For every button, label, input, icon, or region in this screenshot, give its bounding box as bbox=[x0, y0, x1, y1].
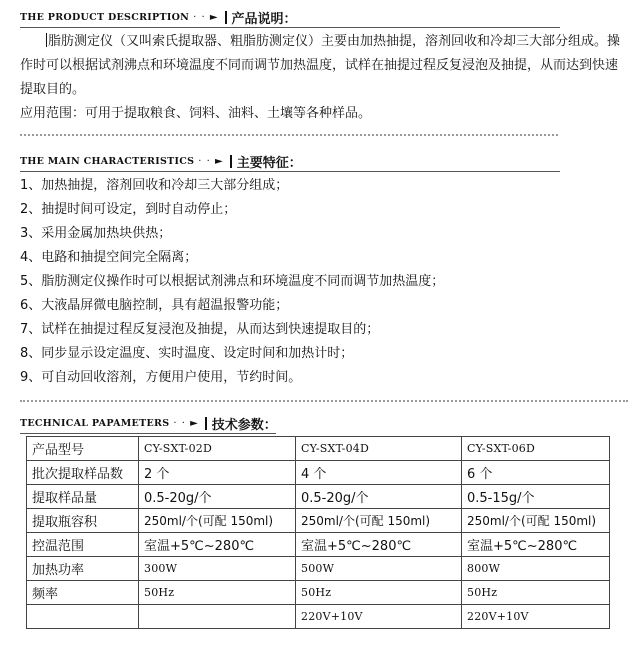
table-cell: 50Hz bbox=[296, 581, 462, 605]
spec-table bbox=[26, 436, 610, 629]
arrow-icon: · · ► bbox=[198, 155, 224, 167]
divider-bar bbox=[225, 11, 227, 24]
table-cell: 800W bbox=[462, 557, 610, 581]
features-title-en: THE MAIN CHARACTERISTICS bbox=[20, 155, 195, 167]
table-cell: 300W bbox=[139, 557, 296, 581]
table-cell: 2 个 bbox=[139, 461, 296, 485]
dotted-separator bbox=[20, 134, 558, 136]
table-row bbox=[27, 533, 610, 557]
divider-bar bbox=[205, 417, 207, 430]
tech-title-cn: 技术参数： bbox=[211, 417, 277, 433]
table-row bbox=[27, 605, 610, 629]
feature-item-6: 6、大液晶屏微电脑控制，具有超温报警功能； bbox=[20, 298, 289, 313]
section-underline bbox=[20, 27, 560, 28]
table-row bbox=[27, 485, 610, 509]
table-cell: 220V+10V bbox=[296, 605, 462, 629]
feature-item-3: 3、采用金属加热块供热； bbox=[20, 226, 172, 241]
table-cell bbox=[139, 605, 296, 629]
feature-item-1: 1、加热抽提，溶剂回收和冷却三大部分组成； bbox=[20, 178, 289, 193]
table-cell: 220V+10V bbox=[462, 605, 610, 629]
table-cell: 50Hz bbox=[139, 581, 296, 605]
feature-item-5: 5、脂肪测定仪操作时可以根据试剂沸点和环境温度不同而调节加热温度； bbox=[20, 274, 445, 289]
table-cell: 6 个 bbox=[462, 461, 610, 485]
section-underline bbox=[20, 171, 560, 172]
table-row bbox=[27, 581, 610, 605]
feature-item-2: 2、抽提时间可设定，到时自动停止； bbox=[20, 202, 237, 217]
table-cell: 控温范围 bbox=[27, 533, 139, 557]
tech-section-header bbox=[20, 414, 277, 432]
table-cell: 0.5-20g/个 bbox=[296, 485, 462, 509]
table-cell: 室温+5℃~280℃ bbox=[462, 533, 610, 557]
table-cell bbox=[27, 605, 139, 629]
table-row bbox=[27, 509, 610, 533]
feature-item-9: 9、可自动回收溶剂，方便用户使用，节约时间。 bbox=[20, 370, 302, 385]
table-cell: 频率 bbox=[27, 581, 139, 605]
table-row bbox=[27, 461, 610, 485]
application-line: 应用范围：可用于提取粮食、饲料、油料、土壤等各种样品。 bbox=[20, 106, 372, 121]
text-cursor-icon bbox=[46, 33, 47, 47]
product-description bbox=[20, 30, 625, 102]
dotted-separator bbox=[20, 400, 628, 402]
feature-item-4: 4、电路和抽提空间完全隔离； bbox=[20, 250, 198, 265]
table-cell: 250ml/个(可配 150ml) bbox=[462, 509, 610, 533]
table-cell: 50Hz bbox=[462, 581, 610, 605]
table-cell: 产品型号 bbox=[27, 437, 139, 461]
table-cell: 提取样品量 bbox=[27, 485, 139, 509]
table-row bbox=[27, 557, 610, 581]
features-title-cn: 主要特征： bbox=[236, 155, 302, 171]
table-cell: 室温+5℃~280℃ bbox=[296, 533, 462, 557]
table-cell: 批次提取样品数 bbox=[27, 461, 139, 485]
divider-bar bbox=[230, 155, 232, 168]
feature-item-8: 8、同步显示设定温度、实时温度、设定时间和加热计时； bbox=[20, 346, 354, 361]
table-row bbox=[27, 437, 610, 461]
table-cell: 0.5-20g/个 bbox=[139, 485, 296, 509]
feature-item-7: 7、试样在抽提过程反复浸泡及抽提，从而达到快速提取目的； bbox=[20, 322, 380, 337]
product-title-cn: 产品说明： bbox=[231, 11, 297, 27]
table-cell: 室温+5℃~280℃ bbox=[139, 533, 296, 557]
product-section-header bbox=[20, 8, 297, 26]
table-cell: 0.5-15g/个 bbox=[462, 485, 610, 509]
features-section-header bbox=[20, 152, 302, 170]
table-cell: CY-SXT-06D bbox=[462, 437, 610, 461]
arrow-icon: · · ► bbox=[173, 417, 199, 429]
tech-title-en: TECHNICAL PAPAMETERS bbox=[20, 417, 170, 429]
table-cell: 加热功率 bbox=[27, 557, 139, 581]
table-cell: CY-SXT-02D bbox=[139, 437, 296, 461]
table-cell: 500W bbox=[296, 557, 462, 581]
table-cell: 4 个 bbox=[296, 461, 462, 485]
arrow-icon: · · ► bbox=[193, 11, 219, 23]
table-cell: 提取瓶容积 bbox=[27, 509, 139, 533]
product-paragraph: 脂肪测定仪（又叫索氏提取器、粗脂肪测定仪）主要由加热抽提，溶剂回收和冷却三大部分组成。操作时可以根据试剂沸点和环境温度不同而调节加热温度，试样在抽提过程反复浸泡及抽提，从而达到快速提取目的。 bbox=[20, 34, 621, 97]
table-cell: 250ml/个(可配 150ml) bbox=[296, 509, 462, 533]
table-cell: CY-SXT-04D bbox=[296, 437, 462, 461]
product-title-en: THE PRODUCT DESCRIPTION bbox=[20, 11, 190, 23]
table-cell: 250ml/个(可配 150ml) bbox=[139, 509, 296, 533]
section-underline bbox=[20, 433, 276, 434]
